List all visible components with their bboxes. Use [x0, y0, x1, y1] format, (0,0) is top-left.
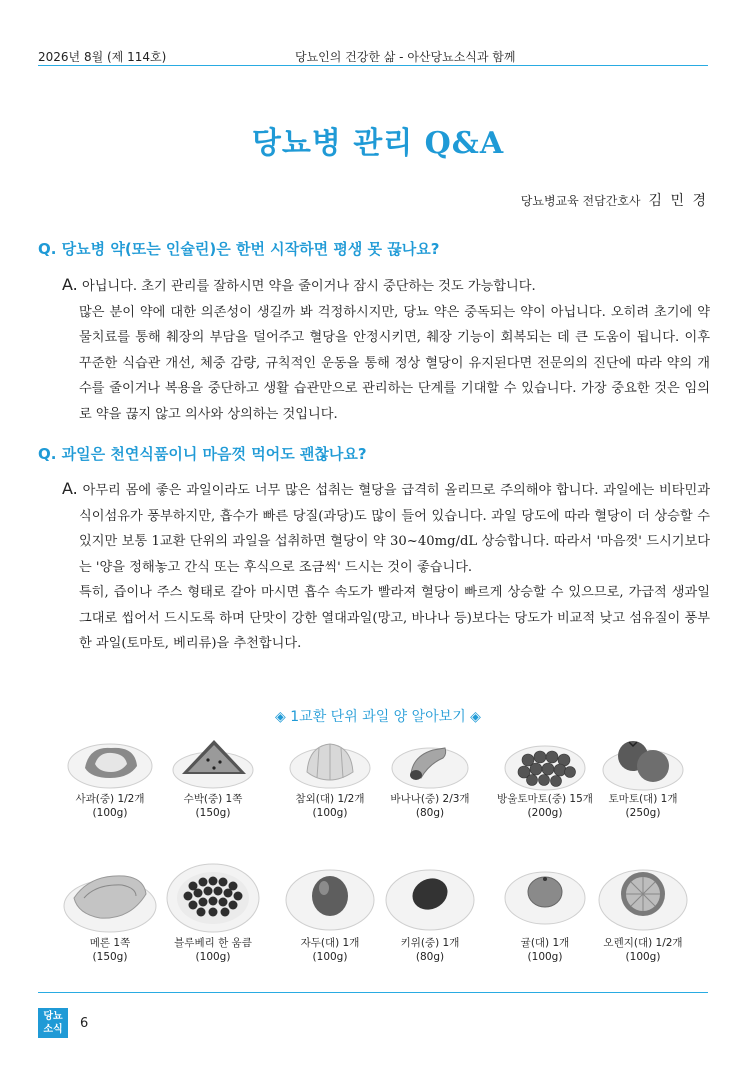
issue-label: 2026년 8월 (제 114호) [38, 50, 167, 64]
fruit-name: 키위(중) 1개 [400, 937, 460, 949]
logo-line-2: 소식 [43, 1024, 63, 1035]
answer-1 [62, 272, 710, 427]
fruit-weight: (100g) [195, 951, 231, 963]
fruit-weight: (150g) [92, 951, 128, 963]
question-1: Q. 당뇨병 약(또는 인슐린)은 한번 시작하면 평생 못 끊나요? [38, 240, 440, 258]
fruit-weight: (200g) [527, 807, 563, 819]
fruit-section-heading: ◈ 1교환 단위 과일 양 알아보기 ◈ [275, 709, 481, 725]
fruit-item [50, 858, 170, 964]
fruit-weight: (100g) [625, 951, 661, 963]
fruit-item [153, 858, 273, 964]
author-name: 김 민 경 [648, 193, 708, 209]
page-title: 당뇨병 관리 Q&A [251, 126, 505, 161]
question-2: Q. 과일은 천연식품이니 마음껏 먹어도 괜찮나요? [38, 445, 367, 463]
answer-2 [62, 476, 710, 657]
header-divider [38, 65, 708, 66]
fruit-weight: (100g) [527, 951, 563, 963]
fruit-weight: (250g) [625, 807, 661, 819]
answer-2-mark: A. [62, 479, 78, 498]
fruit-weight: (100g) [312, 951, 348, 963]
fruit-weight: (80g) [415, 951, 445, 963]
answer-1-lead: 아닙니다. 초기 관리를 잘하시면 약을 줄이거나 잠시 중단하는 것도 가능합니다. [81, 279, 536, 294]
fruit-item [370, 732, 490, 820]
watermelon-slice-icon [168, 732, 258, 792]
fruit-name: 토마토(대) 1개 [608, 793, 678, 805]
fruit-name: 메론 1쪽 [89, 937, 131, 949]
author-role: 당뇨병교육 전담간호사 [520, 194, 641, 208]
fruit-name: 참외(대) 1/2개 [295, 793, 365, 805]
fruit-name: 사과(중) 1/2개 [75, 793, 145, 805]
korean-melon-icon [285, 732, 375, 792]
banana-icon [385, 732, 475, 792]
footer-divider [38, 992, 708, 993]
plum-icon [280, 858, 380, 936]
answer-2-lead: 아무리 몸에 좋은 과일이라도 너무 많은 섭취는 혈당을 급격히 올리므로 주의해야 합니다. 과일에는 비타민과 식이섬유가 풍부하지만, 흡수가 빠른 당질(과당)도 많이 들어 있습니다. 과일 당도에 따라 혈당이 더 상승할 수 있지만 보통 1교환 단위의 과일을 섭취하면 혈당이 약 30~40mg/dL 상승합니다. 따라서 '마음껏' 드시기보다는 '양을 정해놓고 간식 또는 후식으로 조금씩' 드시는 것이 좋습니다. [79, 483, 710, 575]
logo-line-1: 당뇨 [43, 1011, 63, 1022]
fruit-name: 자두(대) 1개 [300, 937, 360, 949]
apple-half-icon [65, 732, 155, 792]
fruit-item [583, 858, 703, 964]
orange-half-icon [593, 858, 693, 936]
fruit-item [153, 732, 273, 820]
answer-1-mark: A. [62, 275, 78, 294]
fruit-name: 오렌지(대) 1/2개 [603, 937, 683, 949]
fruit-weight: (80g) [415, 807, 445, 819]
answer-1-body: 많은 분이 약에 대한 의존성이 생길까 봐 걱정하시지만, 당뇨 약은 중독되는 약이 아닙니다. 오히려 초기에 약물치료를 통해 췌장의 부담을 덜어주고 혈당을 안정시키면, 췌장 기능이 회복되는 데 큰 도움이 됩니다. 이후 꾸준한 식습관 개선, 체중 감량, 규칙적인 운동을 통해 정상 혈당이 유지된다면 전문의의 진단에 따라 약의 개수를 줄이거나 복용을 중단하고 생활 습관만으로 관리하는 단계를 기대할 수 있습니다. 가장 중요한 것은 임의로 약을 끊지 않고 의사와 상의하는 것입니다. [79, 304, 710, 422]
fruit-item [50, 732, 170, 820]
melon-slice-icon [60, 858, 160, 936]
author-line [521, 190, 708, 210]
tangerine-icon [495, 858, 595, 936]
page-header [38, 48, 708, 66]
newsletter-logo [38, 1008, 68, 1038]
fruit-name: 바나나(중) 2/3개 [390, 793, 470, 805]
fruit-name: 수박(중) 1쪽 [183, 793, 243, 805]
fruit-item [370, 858, 490, 964]
fruit-weight: (100g) [92, 807, 128, 819]
fruit-name: 방울토마토(중) 15개 [497, 793, 593, 805]
blueberries-icon [163, 858, 263, 936]
tomato-icon [598, 732, 688, 792]
fruit-name: 귤(대) 1개 [520, 937, 570, 949]
fruit-item [583, 732, 703, 820]
page-number: 6 [80, 1016, 89, 1031]
kiwi-icon [380, 858, 480, 936]
fruit-name: 블루베리 한 움큼 [174, 937, 252, 949]
newsletter-subtitle: 당뇨인의 건강한 삶 - 아산당뇨소식과 함께 [295, 50, 516, 64]
fruit-weight: (150g) [195, 807, 231, 819]
cherry-tomatoes-icon [500, 732, 590, 792]
answer-2-body: 특히, 즙이나 주스 형태로 갈아 마시면 흡수 속도가 빨라져 혈당이 빠르게 상승할 수 있으므로, 가급적 생과일 그대로 씹어서 드시도록 하며 단맛이 강한 열대과일(망고, 바나나 등)보다는 당도가 비교적 낮고 섬유질이 풍부한 과일(토마토, 베리류)을 추천합니다. [79, 585, 710, 651]
fruit-weight: (100g) [312, 807, 348, 819]
